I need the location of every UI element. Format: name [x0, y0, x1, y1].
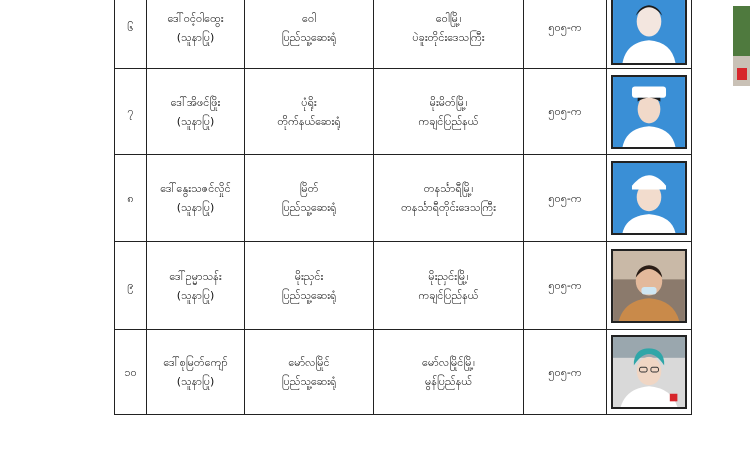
table-row: [115, 69, 692, 155]
name-cell: [147, 69, 245, 155]
workplace-town: မြိတ်: [299, 182, 319, 195]
workplace-type: ပြည်သူ့ဆေးရုံ: [281, 375, 337, 388]
address-cell: [374, 330, 524, 415]
address-cell: [374, 242, 524, 330]
address-region: ကချင်ပြည်နယ်: [418, 288, 479, 302]
person-title: (သူနာပြု): [176, 375, 215, 388]
person-photo: [611, 161, 687, 235]
row-number: ၁၀: [115, 330, 147, 415]
address-region: တနင်္သာရီတိုင်းဒေသကြီး: [401, 201, 496, 214]
name-cell: [147, 330, 245, 415]
section-code: ၅၀၅-က: [524, 330, 607, 415]
person-photo: [611, 0, 687, 65]
address-region: မွန်ပြည်နယ်: [424, 375, 473, 388]
workplace-town: ဝေါ: [301, 11, 317, 25]
photo-cell: [607, 330, 692, 415]
person-title: (သူနာပြု): [176, 30, 215, 44]
person-photo: [611, 75, 687, 149]
person-name: ဒေါ်ဝင့်ဝါထွေး: [167, 11, 224, 25]
row-number: ၉: [115, 242, 147, 330]
person-photo: [611, 335, 687, 409]
address-region: ကချင်ပြည်နယ်: [418, 114, 479, 128]
workplace-type: ပြည်သူ့ဆေးရုံ: [281, 201, 337, 214]
address-town: တနင်္သာရီမြို့၊: [423, 182, 474, 195]
person-photo: [611, 249, 687, 323]
photo-cell: [607, 0, 692, 69]
person-title: (သူနာပြု): [176, 288, 215, 302]
person-name: ဒေါ်ဥမ္မာသန်း: [169, 269, 222, 283]
table-row: [115, 0, 692, 69]
person-title: (သူနာပြု): [176, 201, 215, 214]
address-town: မိုးမိတ်မြို့၊: [429, 95, 468, 109]
table-row: [115, 330, 692, 415]
workplace-type: ပြည်သူ့ဆေးရုံ: [281, 30, 337, 44]
name-cell: [147, 242, 245, 330]
photo-cell: [607, 155, 692, 242]
workplace-cell: [245, 242, 374, 330]
row-number: ၆: [115, 0, 147, 69]
person-title: (သူနာပြု): [176, 114, 215, 128]
address-town: မိုးညှင်းမြို့၊: [428, 269, 469, 283]
address-town: ဝေါမြို့၊: [435, 11, 462, 25]
address-cell: [374, 155, 524, 242]
address-town: မော်လမြိုင်မြို့၊: [422, 356, 475, 369]
photo-cell: [607, 69, 692, 155]
table-row: [115, 155, 692, 242]
address-cell: [374, 0, 524, 69]
section-code: ၅၀၅-က: [524, 0, 607, 69]
workplace-type: ပြည်သူ့ဆေးရုံ: [281, 288, 337, 302]
workplace-town: မိုးညှင်း: [294, 269, 324, 283]
row-number: ၈: [115, 155, 147, 242]
workplace-cell: [245, 155, 374, 242]
section-code: ၅၀၅-က: [524, 69, 607, 155]
address-region: ပဲခူးတိုင်းဒေသကြီး: [412, 30, 485, 44]
address-cell: [374, 69, 524, 155]
roster-table: [114, 0, 692, 415]
person-name: ဒေါ်နွေးသဇင်လှိုင်: [160, 182, 231, 195]
workplace-town: ပုံရိုး: [301, 95, 317, 109]
photo-cell: [607, 242, 692, 330]
section-code: ၅၀၅-က: [524, 155, 607, 242]
workplace-type: တိုက်နယ်ဆေးရုံ: [277, 114, 341, 128]
workplace-cell: [245, 0, 374, 69]
name-cell: [147, 0, 245, 69]
workplace-cell: [245, 330, 374, 415]
workplace-cell: [245, 69, 374, 155]
cropped-photo: [733, 6, 750, 86]
table-row: [115, 242, 692, 330]
row-number: ၇: [115, 69, 147, 155]
name-cell: [147, 155, 245, 242]
person-name: ဒေါ်အိဖင်ဖြိုး: [170, 95, 221, 109]
person-name: ဒေါ်စုမြတ်ကျော်: [163, 356, 228, 369]
workplace-town: မော်လမြိုင်: [288, 356, 330, 369]
section-code: ၅၀၅-က: [524, 242, 607, 330]
